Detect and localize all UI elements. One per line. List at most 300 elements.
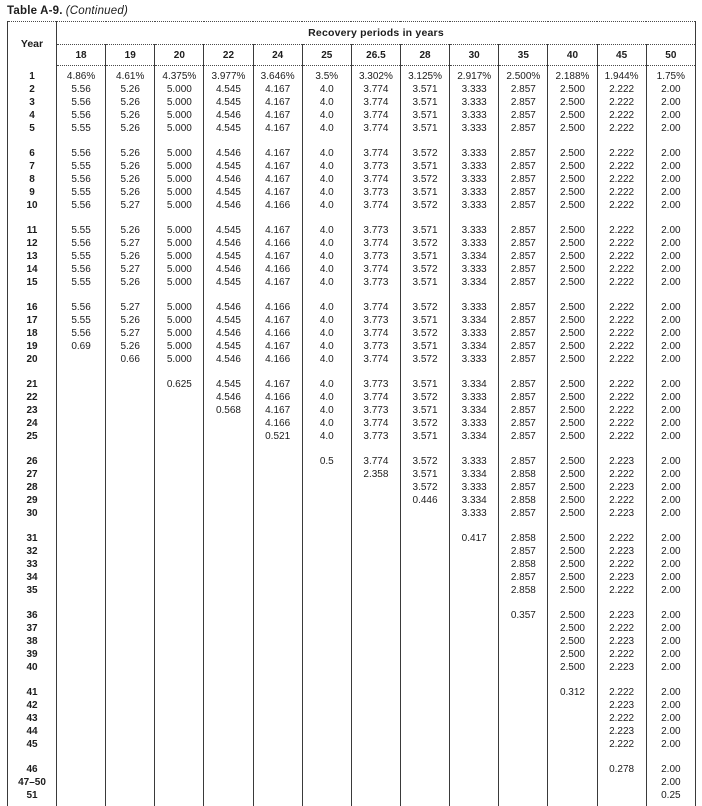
rate-cell-45yr: 2.223 xyxy=(597,481,646,494)
rate-cell-40yr: 2.500 xyxy=(548,160,597,173)
year-cell: 11 xyxy=(8,224,57,237)
spacer-cell xyxy=(351,212,400,224)
rate-cell-18yr: 5.56 xyxy=(57,147,106,160)
rate-cell-24yr xyxy=(253,686,302,699)
table-row-year-24 xyxy=(8,417,696,430)
rate-cell-28yr: 3.571 xyxy=(400,122,449,135)
spacer-cell xyxy=(57,366,106,378)
rate-cell-50yr: 2.00 xyxy=(646,725,695,738)
rate-cell-20yr: 5.000 xyxy=(155,263,204,276)
year-cell: 42 xyxy=(8,699,57,712)
table-row-year-47–50 xyxy=(8,776,696,789)
rate-cell-20yr: 5.000 xyxy=(155,327,204,340)
spacer-cell xyxy=(597,366,646,378)
rate-cell-50yr: 2.00 xyxy=(646,532,695,545)
spacer-cell xyxy=(204,212,253,224)
spacer-cell xyxy=(400,289,449,301)
rate-cell-22yr: 4.546 xyxy=(204,263,253,276)
rate-cell-24yr: 4.167 xyxy=(253,340,302,353)
rate-cell-30yr xyxy=(450,558,499,571)
rate-cell-22yr xyxy=(204,609,253,622)
rate-cell-26.5yr: 3.774 xyxy=(351,199,400,212)
spacer-cell xyxy=(548,366,597,378)
rate-cell-18yr: 5.55 xyxy=(57,224,106,237)
rate-cell-18yr xyxy=(57,391,106,404)
rate-cell-25yr: 4.0 xyxy=(302,417,351,430)
rate-cell-40yr: 2.500 xyxy=(548,314,597,327)
spacer-cell xyxy=(106,212,155,224)
rate-cell-20yr xyxy=(155,391,204,404)
rate-cell-30yr: 2.917% xyxy=(450,70,499,83)
rate-cell-26.5yr: 3.774 xyxy=(351,353,400,366)
rate-cell-40yr: 2.500 xyxy=(548,545,597,558)
rate-cell-24yr: 4.167 xyxy=(253,224,302,237)
rate-cell-50yr: 2.00 xyxy=(646,224,695,237)
rate-cell-18yr: 5.56 xyxy=(57,199,106,212)
rate-cell-30yr: 3.333 xyxy=(450,417,499,430)
rate-cell-19yr: 5.26 xyxy=(106,173,155,186)
spacer-cell xyxy=(646,751,695,763)
spacer-cell xyxy=(302,443,351,455)
rate-cell-28yr xyxy=(400,584,449,597)
rate-cell-20yr xyxy=(155,571,204,584)
rate-cell-28yr xyxy=(400,532,449,545)
rate-cell-28yr: 3.571 xyxy=(400,404,449,417)
rate-cell-30yr: 3.334 xyxy=(450,494,499,507)
rate-cell-26.5yr xyxy=(351,661,400,674)
rate-cell-50yr: 2.00 xyxy=(646,237,695,250)
rate-cell-40yr: 2.500 xyxy=(548,648,597,661)
rate-cell-25yr: 4.0 xyxy=(302,96,351,109)
rate-cell-35yr xyxy=(499,712,548,725)
rate-cell-25yr: 4.0 xyxy=(302,340,351,353)
year-cell: 18 xyxy=(8,327,57,340)
rate-cell-19yr: 5.27 xyxy=(106,327,155,340)
rate-cell-45yr: 2.222 xyxy=(597,199,646,212)
rate-cell-24yr: 4.166 xyxy=(253,263,302,276)
table-row-year-17 xyxy=(8,314,696,327)
rate-cell-20yr xyxy=(155,545,204,558)
spacer-cell xyxy=(646,366,695,378)
rate-cell-22yr xyxy=(204,763,253,776)
rate-cell-20yr: 5.000 xyxy=(155,147,204,160)
rate-cell-30yr: 3.333 xyxy=(450,481,499,494)
rate-cell-24yr: 0.521 xyxy=(253,430,302,443)
rate-cell-24yr xyxy=(253,789,302,802)
rate-cell-28yr xyxy=(400,738,449,751)
rate-cell-40yr: 2.500 xyxy=(548,96,597,109)
rate-cell-28yr xyxy=(400,571,449,584)
spacer-cell xyxy=(548,212,597,224)
rate-cell-26.5yr: 3.774 xyxy=(351,237,400,250)
rate-cell-20yr xyxy=(155,763,204,776)
rate-cell-19yr xyxy=(106,686,155,699)
rate-cell-35yr xyxy=(499,699,548,712)
rate-cell-24yr: 3.646% xyxy=(253,70,302,83)
spacer-cell xyxy=(548,443,597,455)
group-gap-row xyxy=(8,366,696,378)
spacer-cell xyxy=(253,289,302,301)
rate-cell-28yr: 3.571 xyxy=(400,250,449,263)
rate-cell-20yr xyxy=(155,776,204,789)
rate-cell-25yr xyxy=(302,532,351,545)
rate-cell-26.5yr: 3.773 xyxy=(351,340,400,353)
rate-cell-25yr: 4.0 xyxy=(302,224,351,237)
rate-cell-50yr: 2.00 xyxy=(646,404,695,417)
rate-cell-35yr: 0.357 xyxy=(499,609,548,622)
year-cell: 29 xyxy=(8,494,57,507)
spacer-cell xyxy=(106,289,155,301)
recovery-period-col-header-22: 22 xyxy=(204,45,253,66)
spacer-cell xyxy=(597,520,646,532)
year-cell: 16 xyxy=(8,301,57,314)
rate-cell-26.5yr xyxy=(351,622,400,635)
spacer-cell xyxy=(106,443,155,455)
rate-cell-30yr xyxy=(450,725,499,738)
spacer-cell xyxy=(400,674,449,686)
table-row-year-38 xyxy=(8,635,696,648)
rate-cell-40yr xyxy=(548,776,597,789)
rate-cell-28yr xyxy=(400,699,449,712)
rate-cell-35yr: 2.857 xyxy=(499,507,548,520)
rate-cell-45yr: 2.222 xyxy=(597,263,646,276)
rate-cell-35yr: 2.858 xyxy=(499,532,548,545)
rate-cell-18yr xyxy=(57,763,106,776)
spacer-cell xyxy=(155,443,204,455)
rate-cell-26.5yr: 3.302% xyxy=(351,70,400,83)
spacer-cell xyxy=(8,212,57,224)
rate-cell-22yr xyxy=(204,481,253,494)
rate-cell-25yr xyxy=(302,648,351,661)
rate-cell-35yr: 2.857 xyxy=(499,83,548,96)
rate-cell-24yr xyxy=(253,507,302,520)
table-row-year-8 xyxy=(8,173,696,186)
rate-cell-30yr: 3.334 xyxy=(450,430,499,443)
rate-cell-18yr xyxy=(57,725,106,738)
rate-cell-35yr xyxy=(499,661,548,674)
spacer-cell xyxy=(548,135,597,147)
rate-cell-50yr: 2.00 xyxy=(646,160,695,173)
rate-cell-28yr xyxy=(400,558,449,571)
rate-cell-50yr: 2.00 xyxy=(646,122,695,135)
rate-cell-18yr: 5.56 xyxy=(57,327,106,340)
rate-cell-18yr: 5.56 xyxy=(57,83,106,96)
rate-cell-40yr: 2.500 xyxy=(548,468,597,481)
year-cell: 8 xyxy=(8,173,57,186)
rate-cell-26.5yr: 3.773 xyxy=(351,378,400,391)
recovery-period-col-header-24: 24 xyxy=(253,45,302,66)
rate-cell-18yr: 5.55 xyxy=(57,276,106,289)
rate-cell-22yr xyxy=(204,430,253,443)
rate-cell-50yr: 2.00 xyxy=(646,699,695,712)
spacer-cell xyxy=(253,520,302,532)
rate-cell-30yr xyxy=(450,776,499,789)
rate-cell-24yr xyxy=(253,661,302,674)
rate-cell-24yr: 4.167 xyxy=(253,314,302,327)
rate-cell-50yr: 2.00 xyxy=(646,494,695,507)
table-row-year-28 xyxy=(8,481,696,494)
rate-cell-30yr: 3.333 xyxy=(450,147,499,160)
spacer-cell xyxy=(351,674,400,686)
rate-cell-26.5yr: 3.774 xyxy=(351,455,400,468)
rate-cell-28yr: 3.572 xyxy=(400,327,449,340)
rate-cell-20yr: 5.000 xyxy=(155,353,204,366)
rate-cell-20yr xyxy=(155,558,204,571)
rate-cell-24yr xyxy=(253,699,302,712)
rate-cell-50yr: 2.00 xyxy=(646,763,695,776)
rate-cell-40yr: 2.500 xyxy=(548,83,597,96)
rate-cell-28yr: 3.572 xyxy=(400,455,449,468)
rate-cell-50yr: 1.75% xyxy=(646,70,695,83)
year-cell: 38 xyxy=(8,635,57,648)
spacer-cell xyxy=(548,289,597,301)
spacer-cell xyxy=(8,366,57,378)
spacer-cell xyxy=(106,135,155,147)
spacer-cell xyxy=(351,289,400,301)
rate-cell-40yr: 2.500 xyxy=(548,109,597,122)
spacer-cell xyxy=(57,520,106,532)
rate-cell-20yr: 5.000 xyxy=(155,314,204,327)
spacer-cell xyxy=(597,802,646,806)
year-cell: 33 xyxy=(8,558,57,571)
year-cell: 14 xyxy=(8,263,57,276)
rate-cell-24yr xyxy=(253,738,302,751)
spacer-cell xyxy=(57,751,106,763)
rate-cell-20yr xyxy=(155,468,204,481)
spacer-cell xyxy=(155,674,204,686)
year-cell: 47–50 xyxy=(8,776,57,789)
rate-cell-45yr: 2.222 xyxy=(597,378,646,391)
rate-cell-19yr xyxy=(106,417,155,430)
spacer-cell xyxy=(400,597,449,609)
year-cell: 43 xyxy=(8,712,57,725)
rate-cell-18yr xyxy=(57,353,106,366)
rate-cell-25yr xyxy=(302,725,351,738)
spacer-cell xyxy=(253,212,302,224)
table-row-year-1 xyxy=(8,70,696,83)
spacer-cell xyxy=(57,674,106,686)
rate-cell-45yr: 2.222 xyxy=(597,468,646,481)
spacer-cell xyxy=(204,597,253,609)
spacer-cell xyxy=(597,212,646,224)
spacer-cell xyxy=(302,135,351,147)
group-gap-row xyxy=(8,751,696,763)
rate-cell-20yr: 5.000 xyxy=(155,83,204,96)
spacer-cell xyxy=(400,802,449,806)
rate-cell-45yr: 2.222 xyxy=(597,430,646,443)
rate-cell-26.5yr xyxy=(351,686,400,699)
rate-cell-22yr: 4.546 xyxy=(204,147,253,160)
rate-cell-19yr: 5.26 xyxy=(106,122,155,135)
spacer-cell xyxy=(8,597,57,609)
rate-cell-25yr xyxy=(302,738,351,751)
rate-cell-28yr xyxy=(400,686,449,699)
rate-cell-35yr: 2.857 xyxy=(499,199,548,212)
rate-cell-50yr: 2.00 xyxy=(646,635,695,648)
rate-cell-45yr: 0.278 xyxy=(597,763,646,776)
rate-cell-20yr xyxy=(155,507,204,520)
rate-cell-18yr xyxy=(57,481,106,494)
spacer-cell xyxy=(155,597,204,609)
rate-cell-19yr: 5.27 xyxy=(106,301,155,314)
group-gap-row xyxy=(8,674,696,686)
rate-cell-45yr: 2.222 xyxy=(597,83,646,96)
rate-cell-26.5yr: 3.774 xyxy=(351,173,400,186)
rate-cell-30yr: 3.333 xyxy=(450,301,499,314)
spacer-cell xyxy=(155,366,204,378)
rate-cell-25yr: 4.0 xyxy=(302,199,351,212)
rate-cell-20yr xyxy=(155,725,204,738)
rate-cell-20yr xyxy=(155,648,204,661)
rate-cell-50yr: 2.00 xyxy=(646,430,695,443)
rate-cell-18yr xyxy=(57,738,106,751)
rate-cell-24yr xyxy=(253,481,302,494)
table-row-year-22 xyxy=(8,391,696,404)
rate-cell-50yr: 2.00 xyxy=(646,301,695,314)
rate-cell-19yr xyxy=(106,648,155,661)
year-cell: 34 xyxy=(8,571,57,584)
rate-cell-35yr: 2.858 xyxy=(499,584,548,597)
spacer-cell xyxy=(204,674,253,686)
spacer-cell xyxy=(253,366,302,378)
rate-cell-22yr: 3.977% xyxy=(204,70,253,83)
rate-cell-50yr: 2.00 xyxy=(646,545,695,558)
rate-cell-50yr: 2.00 xyxy=(646,622,695,635)
rate-cell-19yr: 5.26 xyxy=(106,186,155,199)
spacer-cell xyxy=(499,289,548,301)
rate-cell-35yr: 2.857 xyxy=(499,173,548,186)
year-cell: 22 xyxy=(8,391,57,404)
rate-cell-22yr xyxy=(204,661,253,674)
recovery-period-columns-row xyxy=(8,45,696,66)
rate-cell-26.5yr xyxy=(351,712,400,725)
year-cell: 39 xyxy=(8,648,57,661)
table-row-year-20 xyxy=(8,353,696,366)
rate-cell-30yr: 3.333 xyxy=(450,455,499,468)
rate-cell-22yr: 4.546 xyxy=(204,391,253,404)
rate-cell-40yr: 2.500 xyxy=(548,404,597,417)
rate-cell-30yr: 3.334 xyxy=(450,250,499,263)
rate-cell-45yr: 2.223 xyxy=(597,699,646,712)
rate-cell-26.5yr: 2.358 xyxy=(351,468,400,481)
rate-cell-28yr xyxy=(400,725,449,738)
rate-cell-24yr: 4.167 xyxy=(253,96,302,109)
rate-cell-24yr xyxy=(253,532,302,545)
rate-cell-18yr xyxy=(57,532,106,545)
rate-cell-50yr: 2.00 xyxy=(646,558,695,571)
year-cell: 31 xyxy=(8,532,57,545)
year-cell: 7 xyxy=(8,160,57,173)
rate-cell-19yr xyxy=(106,609,155,622)
rate-cell-25yr xyxy=(302,609,351,622)
rate-cell-30yr xyxy=(450,738,499,751)
rate-cell-40yr: 0.312 xyxy=(548,686,597,699)
year-column-header: Year xyxy=(8,22,57,66)
rate-cell-30yr: 3.334 xyxy=(450,378,499,391)
spacer-cell xyxy=(597,443,646,455)
rate-cell-28yr: 3.572 xyxy=(400,301,449,314)
table-row-year-10 xyxy=(8,199,696,212)
rate-cell-22yr xyxy=(204,789,253,802)
rate-cell-26.5yr xyxy=(351,571,400,584)
rate-cell-35yr: 2.857 xyxy=(499,404,548,417)
table-row-year-4 xyxy=(8,109,696,122)
rate-cell-45yr: 2.222 xyxy=(597,738,646,751)
rate-cell-28yr: 3.572 xyxy=(400,481,449,494)
rate-cell-50yr: 2.00 xyxy=(646,314,695,327)
year-cell: 26 xyxy=(8,455,57,468)
rate-cell-22yr xyxy=(204,507,253,520)
rate-cell-19yr xyxy=(106,661,155,674)
rate-cell-22yr: 4.546 xyxy=(204,237,253,250)
rate-cell-25yr: 4.0 xyxy=(302,353,351,366)
table-row-year-23 xyxy=(8,404,696,417)
rate-cell-35yr xyxy=(499,738,548,751)
rate-cell-28yr xyxy=(400,622,449,635)
rate-cell-24yr: 4.166 xyxy=(253,327,302,340)
rate-cell-35yr: 2.857 xyxy=(499,378,548,391)
spacer-cell xyxy=(499,212,548,224)
rate-cell-24yr: 4.167 xyxy=(253,250,302,263)
rate-cell-40yr: 2.500 xyxy=(548,571,597,584)
rate-cell-25yr: 4.0 xyxy=(302,122,351,135)
table-body xyxy=(8,66,696,806)
rate-cell-20yr xyxy=(155,686,204,699)
table-row-year-37 xyxy=(8,622,696,635)
rate-cell-50yr: 2.00 xyxy=(646,584,695,597)
rate-cell-28yr: 3.571 xyxy=(400,83,449,96)
rate-cell-35yr: 2.857 xyxy=(499,224,548,237)
rate-cell-26.5yr: 3.774 xyxy=(351,327,400,340)
rate-cell-25yr: 0.5 xyxy=(302,455,351,468)
rate-cell-18yr: 5.56 xyxy=(57,301,106,314)
rate-cell-22yr xyxy=(204,712,253,725)
rate-cell-30yr: 3.333 xyxy=(450,237,499,250)
rate-cell-25yr: 4.0 xyxy=(302,314,351,327)
rate-cell-22yr: 4.545 xyxy=(204,340,253,353)
spacer-cell xyxy=(351,520,400,532)
rate-cell-25yr: 4.0 xyxy=(302,276,351,289)
rate-cell-25yr xyxy=(302,558,351,571)
rate-cell-18yr xyxy=(57,494,106,507)
rate-cell-35yr: 2.857 xyxy=(499,417,548,430)
rate-cell-30yr: 3.334 xyxy=(450,276,499,289)
rate-cell-28yr: 3.572 xyxy=(400,391,449,404)
rate-cell-30yr: 3.334 xyxy=(450,340,499,353)
year-cell: 37 xyxy=(8,622,57,635)
rate-cell-25yr xyxy=(302,635,351,648)
rate-cell-40yr: 2.500 xyxy=(548,430,597,443)
table-row-year-31 xyxy=(8,532,696,545)
rate-cell-30yr xyxy=(450,763,499,776)
rate-cell-22yr xyxy=(204,699,253,712)
rate-cell-26.5yr: 3.773 xyxy=(351,404,400,417)
rate-cell-45yr: 2.222 xyxy=(597,301,646,314)
rate-cell-22yr: 4.545 xyxy=(204,250,253,263)
spacer-cell xyxy=(450,443,499,455)
rate-cell-40yr: 2.500 xyxy=(548,186,597,199)
spacer-cell xyxy=(8,802,57,806)
year-cell: 27 xyxy=(8,468,57,481)
rate-cell-20yr: 5.000 xyxy=(155,276,204,289)
rate-cell-26.5yr: 3.774 xyxy=(351,122,400,135)
rate-cell-50yr: 2.00 xyxy=(646,417,695,430)
rate-cell-30yr xyxy=(450,789,499,802)
rate-cell-18yr: 5.56 xyxy=(57,109,106,122)
rate-cell-45yr: 2.222 xyxy=(597,404,646,417)
rate-cell-28yr xyxy=(400,635,449,648)
rate-cell-35yr: 2.858 xyxy=(499,468,548,481)
